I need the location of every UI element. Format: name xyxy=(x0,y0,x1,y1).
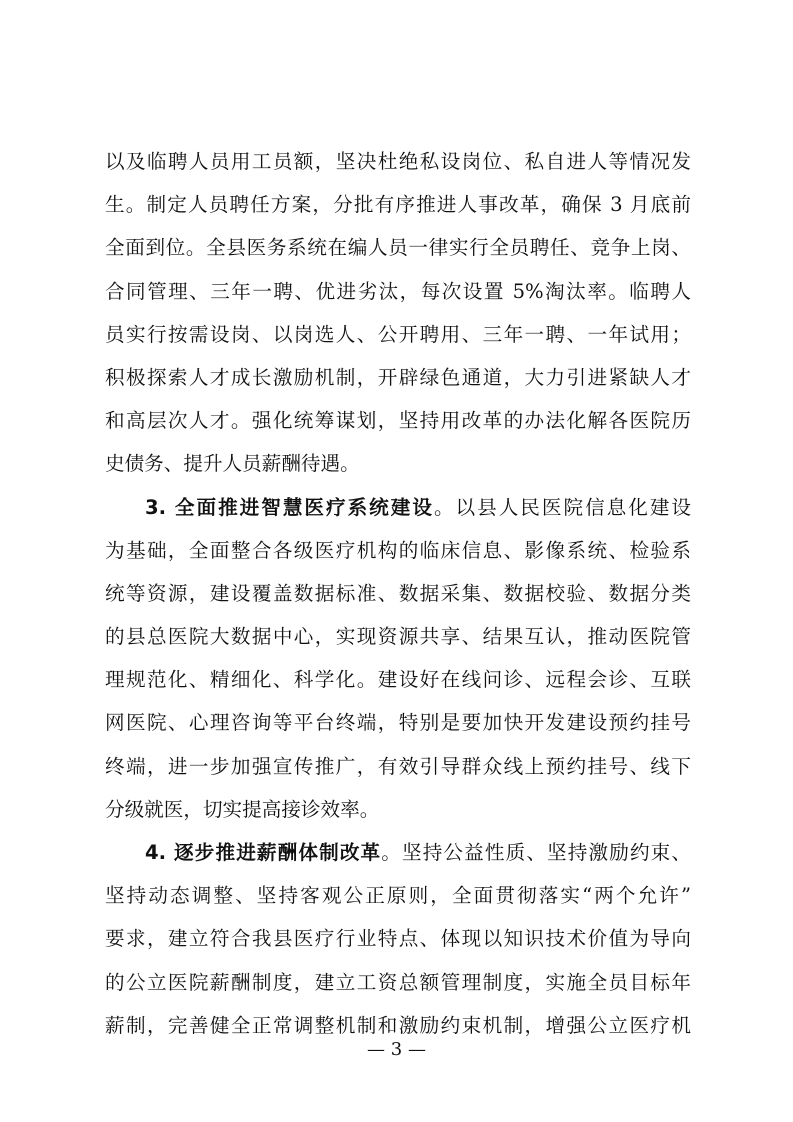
text-line: 全面到位。全县医务系统在编人员一律实行全员聘任、竞争上岗、 xyxy=(105,236,691,260)
text-line: 终端，进一步加强宣传推广，有效引导群众线上预约挂号、线下 xyxy=(105,754,691,778)
text-line: 生。制定人员聘任方案，分批有序推进人事改革，确保 3 月底前 xyxy=(105,193,691,217)
text-line xyxy=(105,486,691,529)
text-line: 理规范化、精细化、科学化。建设好在线问诊、远程会诊、互联 xyxy=(105,668,691,692)
section-heading: 4. 逐步推进薪酬体制改革 xyxy=(145,841,382,864)
text-line: 合同管理、三年一聘、优进劣汰，每次设置 5%淘汰率。临聘人 xyxy=(105,279,691,303)
paragraph-salary-reform xyxy=(105,831,691,1047)
text-run: 。以县人民医院信息化建设 xyxy=(433,495,691,519)
text-line: 员实行按需设岗、以岗选人、公开聘用、三年一聘、一年试用； xyxy=(105,322,691,346)
text-line: 统等资源，建设覆盖数据标准、数据采集、数据校验、数据分类 xyxy=(105,581,691,605)
text-line: 网医院、心理咨询等平台终端，特别是要加快开发建设预约挂号 xyxy=(105,711,691,735)
text-line: 以及临聘人员用工员额，坚决杜绝私设岗位、私自进人等情况发 xyxy=(105,150,691,173)
text-line: 和高层次人才。强化统筹谋划，坚持用改革的办法化解各医院历 xyxy=(105,409,691,433)
text-line: 的县总医院大数据中心，实现资源共享、结果互认，推动医院管 xyxy=(105,625,691,649)
text-line: 分级就医，切实提高接诊效率。 xyxy=(105,797,380,821)
text-line: 史债务、提升人员薪酬待遇。 xyxy=(105,452,360,476)
text-line: 要求，建立符合我县医疗行业特点、体现以知识技术价值为导向 xyxy=(105,927,691,951)
section-heading: 3. 全面推进智慧医疗系统建设 xyxy=(145,495,434,519)
text-line: 薪制，完善健全正常调整机制和激励约束机制，增强公立医疗机 xyxy=(105,1013,691,1037)
text-line xyxy=(105,831,691,874)
text-line: 的公立医院薪酬制度，建立工资总额管理制度，实施全员目标年 xyxy=(105,970,691,994)
page-number: — 3 — xyxy=(367,1039,426,1060)
text-run: 。坚持公益性质、坚持激励约束、 xyxy=(381,841,691,864)
text-line: 坚持动态调整、坚持客观公正原则，全面贯彻落实“两个允许” xyxy=(105,884,691,908)
paragraph-smart-healthcare xyxy=(105,486,691,832)
body-text xyxy=(105,140,691,1047)
text-line: 为基础，全面整合各级医疗机构的临床信息、影像系统、检验系 xyxy=(105,538,691,562)
text-line: 积极探索人才成长激励机制，开辟绿色通道，大力引进紧缺人才 xyxy=(105,365,691,389)
paragraph-personnel-reform xyxy=(105,140,691,486)
